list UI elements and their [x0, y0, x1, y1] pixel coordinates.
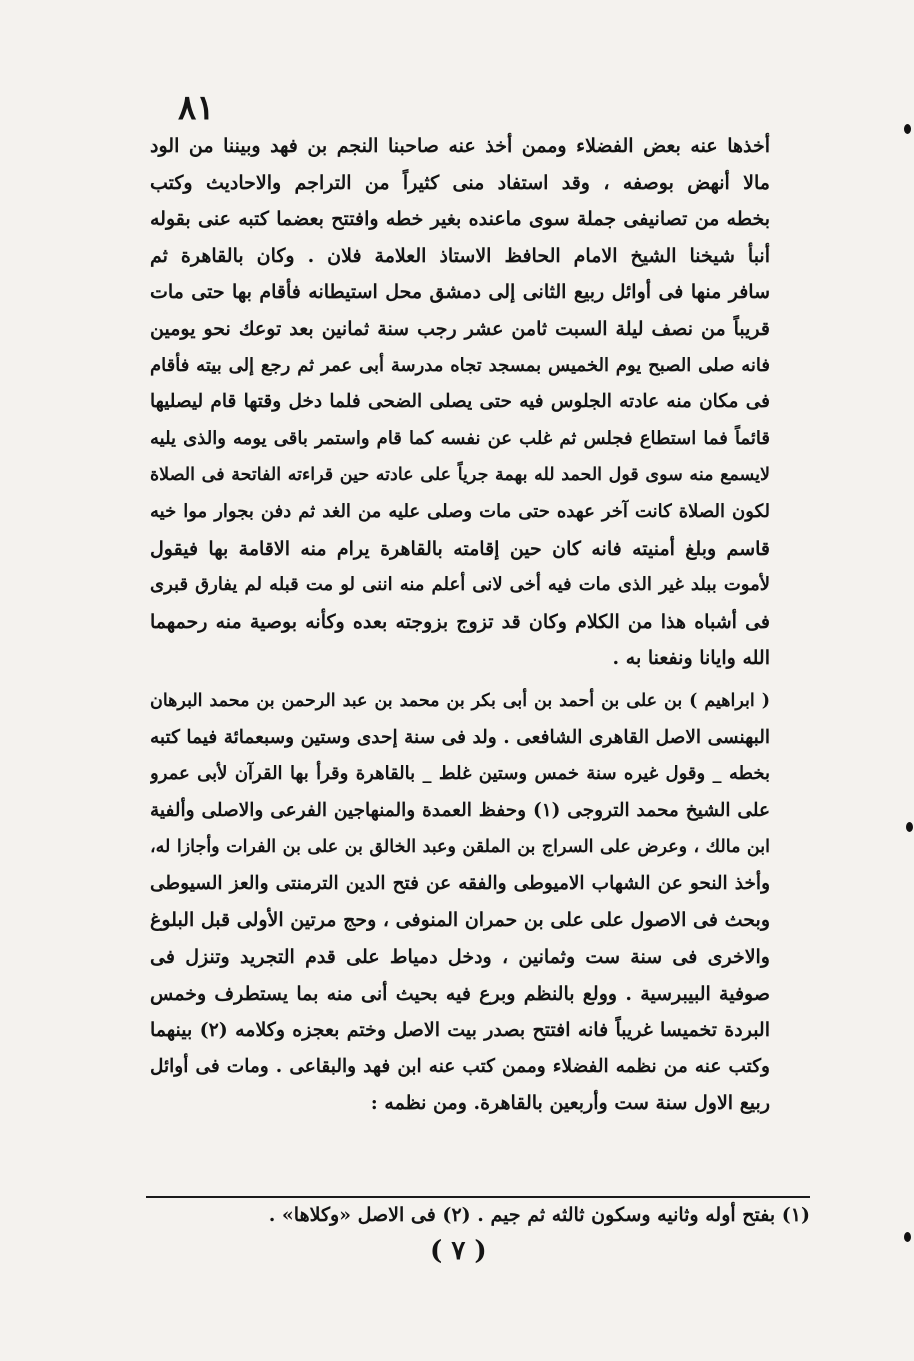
text-line: وأخذ النحو عن الشهاب الاميوطى والفقه عن فتح الدين الترمنتى والعز السيوطى: [150, 872, 770, 894]
text-line: فى مكان منه عادته الجلوس فيه حتى يصلى الضحى فلما دخل وقتها قام ليصليها: [150, 391, 770, 413]
text-line: قاسم وبلغ أمنيته فانه كان حين إقامته بالقاهرة يرام منه الاقامة بها فيقول: [150, 537, 770, 560]
text-line: وكتب عنه من نظمه الفضلاء وممن كتب عنه ابن فهد والبقاعى . ومات فى أوائل: [150, 1055, 770, 1077]
body-text: [150, 128, 770, 1122]
page-number: ٨١: [178, 88, 215, 128]
text-line: الله وايانا ونفعنا به .: [612, 647, 770, 670]
text-line: بخطه من تصانيفى جملة سوى ماعنده بغير خطه وافتتح بعضما كتبه عنى بقوله: [150, 208, 770, 231]
text-line: سافر منها فى أوائل ربيع الثانى إلى دمشق محل استيطانه فأقام بها حتى مات: [150, 281, 770, 304]
text-line: فى أشباه هذا من الكلام وكان قد تزوج بزوجته بعده وكأنه بوصية منه رحمهما: [150, 610, 770, 633]
text-line: لأموت ببلد غير الذى مات فيه أخى لانى أعلم منه اننى لو مت قبله لم يفارق قبرى: [150, 574, 770, 596]
text-line: أنبأ شيخنا الشيخ الامام الحافظ الاستاذ العلامة فلان . وكان بالقاهرة ثم: [150, 244, 770, 267]
text-line: وبحث فى الاصول على على بن حمران المنوفى ، وحج مرتين الأولى قبل البلوغ: [150, 909, 770, 932]
text-line: بخطه _ وقول غيره سنة خمس وستين غلط _ بالقاهرة وقرأ بها القرآن لأبى عمرو: [150, 763, 770, 785]
text-line: مالا أنهض بوصفه ، وقد استفاد منى كثيراً من التراجم والاحاديث وكتب: [150, 171, 770, 194]
text-line: لايسمع منه سوى قول الحمد لله بهمة جرياً على عادته حين قراءته الفاتحة فى الصلاة: [150, 465, 770, 486]
text-line: قائماً فما استطاع فجلس ثم غلب عن نفسه كما قام واستمر باقى يومه والذى يليه: [150, 427, 770, 449]
signature-mark: ( ٧ ): [430, 1236, 487, 1266]
text-line: فانه صلى الصبح يوم الخميس بمسجد تجاه مدرسة أبى عمر ثم رجع إلى بيته فأقام: [150, 354, 770, 376]
text-line: قريباً من نصف ليلة السبت ثامن عشر رجب سنة ثمانين بعد توعك نحو يومين: [150, 317, 770, 340]
text-line: صوفية البيبرسية . وولع بالنظم وبرع فيه بحيث أنى منه بما يستطرف وخمس: [150, 982, 770, 1005]
margin-mark: [904, 1232, 911, 1242]
margin-mark: [906, 822, 913, 832]
text-line: ابن مالك ، وعرض على السراج بن الملقن وعبد الخالق بن على بن الفرات وأجازا له،: [150, 837, 770, 858]
margin-mark: [904, 124, 911, 134]
footnote: (١) بفتح أوله وثانيه وسكون ثالثه ثم جيم . (٢) فى الاصل «وكلاها» .: [268, 1204, 810, 1226]
text-line: على الشيخ محمد التروجى (١) وحفظ العمدة والمنهاجين الفرعى والاصلى وألفية: [150, 799, 770, 821]
text-line: لكون الصلاة كانت آخر عهده حتى مات وصلى عليه من الغد ثم دفن بجوار موا خيه: [150, 500, 770, 522]
text-line: ربيع الاول سنة ست وأربعين بالقاهرة. ومن نظمه :: [370, 1092, 770, 1115]
paragraph-1: [150, 128, 770, 677]
text-line: ( ابراهيم ) بن على بن أحمد بن أبى بكر بن محمد بن عبد الرحمن بن محمد البرهان: [150, 690, 770, 711]
text-line: البهنسى الاصل القاهرى الشافعى . ولد فى سنة إحدى وستين وسبعمائة فيما كتبه: [150, 726, 770, 748]
text-line: والاخرى فى سنة ست وثمانين ، ودخل دمياط على قدم التجريد وتنزل فى: [150, 946, 770, 969]
footnote-divider: [146, 1196, 810, 1198]
text-line: البردة تخميسا غريباً فانه افتتح بصدر بيت الاصل وختم بعجزه وكلامه (٢) بينهما: [150, 1019, 770, 1042]
paragraph-2: [150, 683, 770, 1122]
text-line: أخذها عنه بعض الفضلاء وممن أخذ عنه صاحبنا النجم بن فهد وبيننا من الود: [150, 135, 770, 157]
